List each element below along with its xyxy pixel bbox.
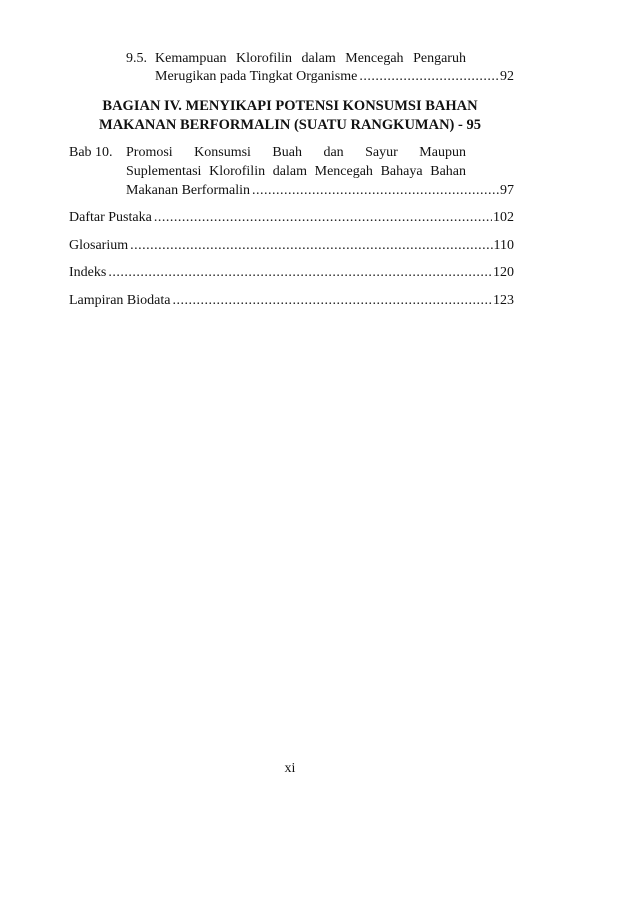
- chapter-title-line-2: [126, 163, 466, 181]
- chapter-title-line-3: [126, 182, 514, 200]
- word: Buah: [272, 145, 302, 160]
- page-number: 123: [493, 293, 514, 308]
- entry-label: Indeks: [69, 265, 107, 280]
- toc-entry-glosarium: [69, 237, 514, 255]
- dot-leader: [252, 182, 499, 200]
- part-heading-line-2: MAKANAN BERFORMALIN (SUATU RANGKUMAN) - 95: [99, 117, 481, 133]
- toc-entry-indeks: [69, 264, 514, 282]
- entry-label: Glosarium: [69, 238, 129, 253]
- word: Promosi: [126, 145, 173, 160]
- dot-leader: [108, 264, 492, 282]
- word: Bahaya: [380, 164, 423, 179]
- page-footer-number: xi: [284, 761, 296, 776]
- entry-title-line-2: [155, 68, 514, 86]
- dot-leader: [359, 68, 499, 86]
- word: Mencegah: [314, 164, 373, 179]
- part-heading-line-1: BAGIAN IV. MENYIKAPI POTENSI KONSUMSI BAHAN: [102, 98, 478, 114]
- page-number: 92: [500, 69, 514, 84]
- entry-label: Daftar Pustaka: [69, 210, 152, 225]
- dot-leader: [130, 237, 492, 255]
- entry-number: 9.5.: [126, 51, 147, 66]
- word: dan: [323, 145, 344, 160]
- toc-entry-lampiran-biodata: [69, 292, 514, 310]
- chapter-number: Bab 10.: [69, 145, 113, 160]
- word: Klorofilin: [236, 51, 293, 66]
- page-number: 97: [500, 183, 514, 198]
- word: Konsumsi: [194, 145, 251, 160]
- word: Suplementasi: [126, 164, 202, 179]
- word: dalam: [301, 51, 336, 66]
- word: Sayur: [365, 145, 398, 160]
- toc-entry-daftar-pustaka: [69, 209, 514, 227]
- word: Klorofilin: [209, 164, 266, 179]
- chapter-title-line-1: [126, 144, 466, 162]
- word: Bahan: [430, 164, 466, 179]
- page-number: 120: [493, 265, 514, 280]
- word: Kemampuan: [155, 51, 227, 66]
- dot-leader: [154, 209, 492, 227]
- word: Pengaruh: [413, 51, 466, 66]
- page-number: 102: [493, 210, 514, 225]
- word: dalam: [272, 164, 307, 179]
- chapter-title-text: Makanan Berformalin: [126, 183, 251, 198]
- word: Mencegah: [345, 51, 404, 66]
- entry-title-line-1: [155, 50, 466, 68]
- word: Maupun: [419, 145, 466, 160]
- page-number: 110: [493, 238, 514, 253]
- dot-leader: [172, 292, 492, 310]
- entry-title-text: Merugikan pada Tingkat Organisme: [155, 69, 358, 84]
- entry-label: Lampiran Biodata: [69, 293, 171, 308]
